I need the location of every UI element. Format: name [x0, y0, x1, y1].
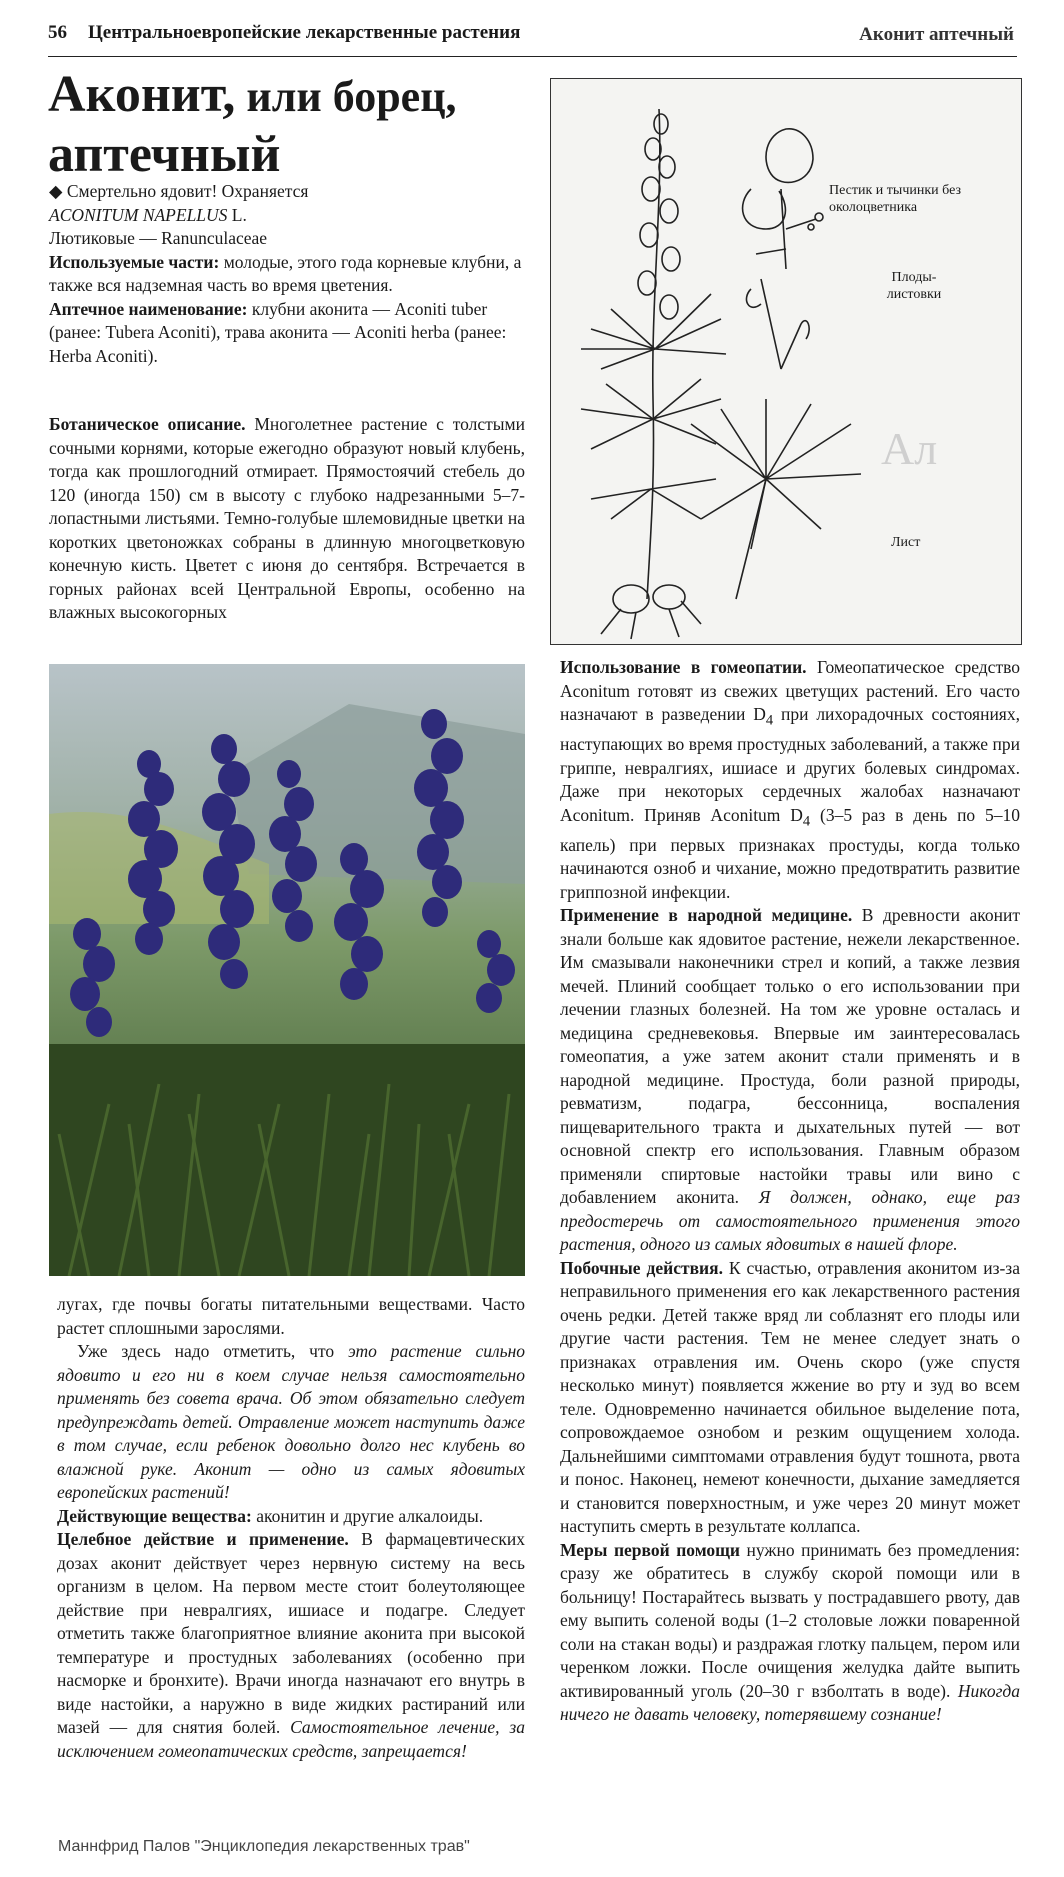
caption-pistil: Пестик и тычинки без околоцветника	[829, 183, 961, 215]
watermark-fragment: Ал	[881, 423, 938, 474]
title-line2: аптечный	[48, 126, 281, 183]
left-column-continued	[57, 1293, 525, 1763]
first-aid: Меры первой помощи нужно принимать без промедления: сразу же обратитесь в службу скорой помощи или в больницу! Постарайтесь вызвать у пострадавшего рвоту, дав ему выпить соленой воды (1–2 столовые ложки поваренной соли на стакан воды) и раздражая глотку пальцем, пером или черенком ложки. После очищения желудка дайте выпить активированный уголь (20–30 г взболтать в воде). Никогда ничего не давать человеку, потерявшему сознание!	[560, 1539, 1020, 1724]
page-title	[48, 66, 548, 184]
title-main: Аконит,	[48, 66, 236, 123]
used-parts-text: молодые, этого года корневые клубни, а также вся надземная часть во время цветения.	[49, 251, 522, 295]
fruit-detail	[746, 279, 809, 369]
botanical-text: Многолетнее растение с толстыми сочными корнями, которые ежегодно образуют новый клубень, тогда как прошлогодний отмирает. Прямостоячий стебель до 120 (иногда 150) см в высоту с глубоко надрезанными 5–7-лопастными листьями. Темно-голубые шлемовидные цветки на коротких цветоножках собраны в длинную многоцветковую конечную кисть. Цветет с июня до сентября. Встречается в горных районах всей Центральной Европы, особенно на влажных высокогорных	[49, 414, 525, 622]
tubers	[601, 585, 701, 639]
homeopathy: Использование в гомеопатии. Гомеопатическое средство Aconitum готовят из свежих цветущих растений. Его часто назначают в разведении $D_4$ при лихорадочных состояниях, наступающих во время простудных заболеваний, а также при гриппе, невралгиях, ишиасе и других болевых синдромах. Даже при некоторых сердечных жалобах назначают Aconitum. Приняв Aconitum $D_4$ (3–5 раз в день по 5–10 капель) при первых признаках простуды, когда только начинаются озноб и чихание, можно предотвратить развитие гриппозной инфекции.	[560, 657, 1020, 902]
right-column	[560, 656, 1020, 1727]
title-alt: или борец,	[235, 72, 457, 121]
intro-block	[49, 180, 525, 368]
leaf-detail	[691, 399, 861, 599]
warning-line: ◆ Смертельно ядовит! Охраняется	[49, 181, 309, 201]
aconite-photo	[49, 664, 525, 1276]
section-name: Аконит аптечный	[859, 24, 1014, 45]
latin-name-line	[49, 204, 525, 228]
plant-illustration	[551, 79, 1021, 644]
folk-medicine: Применение в народной медицине. В древности аконит знали больше как ядовитое растение, нежели лекарственное. Им смазывали наконечники стрел и копий, а также лезвия мечей. Плиний сообщает только о его использовании при лечении глазных болезней. На том же уровне осталась и медицина средневековья. Впервые им заинтересовалась гомеопатия, а уже затем аконит стали применять и в народной медицине. Простуда, боли разной природы, ревматизм, подагра, бессонница, воспаления пищеварительного тракта и дыхательных путей — вот основной спектр его использования. Главным образом применяли спиртовые настойки травы или вино с добавлением аконита. Я должен, однако, еще раз предостеречь от самостоятельного применения этого растения, одного из самых ядовитых в нашей флоре.	[560, 905, 1021, 1254]
warning-paragraph: Уже здесь надо отметить, что это растение сильно ядовито и его ни в коем случае нельзя самостоятельно применять без совета врача. Об этом обязательно следует предупреждать детей. Отравление может наступить даже в том случае, если ребенок довольно долго нес клубень во влажной руке. Аконит — одно из самых ядовитых европейских растений!	[57, 1341, 525, 1502]
botanical-label: Ботаническое описание.	[49, 414, 246, 434]
botanical-block	[49, 413, 525, 625]
footer-source: Маннфрид Палов "Энциклопедия лекарственных трав"	[58, 1838, 470, 1855]
healing-action: Целебное действие и применение. В фармацевтических дозах аконит действует через нервную систему на весь организм в целом. На первом месте стоит болеутоляющее действие при невралгиях, ишиасе и подагре. Следует отметить также благоприятное влияние аконита при высокой температуре и простудных заболеваниях (особенно при насморке и бронхите). Врачи иногда назначают его внутрь в виде настойки, а наружно в виде жидких растираний или мазей — для снятия болей. Самостоятельное лечение, за исключением гомеопатических средств, запрещается!	[57, 1529, 525, 1761]
botanical-drawing	[550, 78, 1022, 645]
header-rule	[48, 56, 1017, 57]
side-effects: Побочные действия. К счастью, отравления аконитом из-за неправильного применения его как лекарственного растения очень редки. Детей также вряд ли соблазнят его плоды или другие части растения. Тем не менее следует знать о признаках отравления им. Очень скоро (уже спустя несколько минут) появляется жжение во рту и зуд во всем теле. Одновременно начинается обильное выделение пота, сопровождаемое ознобом и резким ощущением холода. Дальнейшими симптомами отравления будут тошнота, рвота и понос. Наконец, немеют конечности, дыхание замедляется и становится поверхностным, и уже через 20 минут может наступить смерть в результате коллапса.	[560, 1257, 1020, 1536]
page-number: 56	[48, 22, 67, 43]
running-title: Центральноевропейские лекарственные растения	[88, 22, 521, 43]
used-parts-label: Используемые части:	[49, 251, 220, 272]
pharmacy-name-label: Аптечное наименование:	[49, 298, 248, 319]
family-line: Лютиковые — Ranunculaceae	[49, 228, 268, 248]
active-substances: Действующие вещества: аконитин и другие алкалоиды.	[57, 1505, 484, 1526]
flower-detail	[743, 129, 823, 269]
latin-name: ACONITUM NAPELLUS	[49, 204, 228, 225]
caption-leaf: Лист	[891, 535, 921, 550]
pharmacy-name	[49, 298, 525, 369]
pharmacy-name-text: клубни аконита — Aconiti tuber (ранее: Tubera Aconiti), трава аконита — Aconiti herba (ранее: Herba Aconiti).	[49, 298, 507, 366]
caption-fruit: Плоды-листовки	[886, 270, 942, 302]
used-parts	[49, 251, 525, 298]
photo-image	[49, 664, 525, 1276]
latin-author: L.	[227, 204, 247, 225]
meadow-text: лугах, где почвы богаты питательными веществами. Часто растет сплошными зарослями.	[57, 1294, 525, 1338]
